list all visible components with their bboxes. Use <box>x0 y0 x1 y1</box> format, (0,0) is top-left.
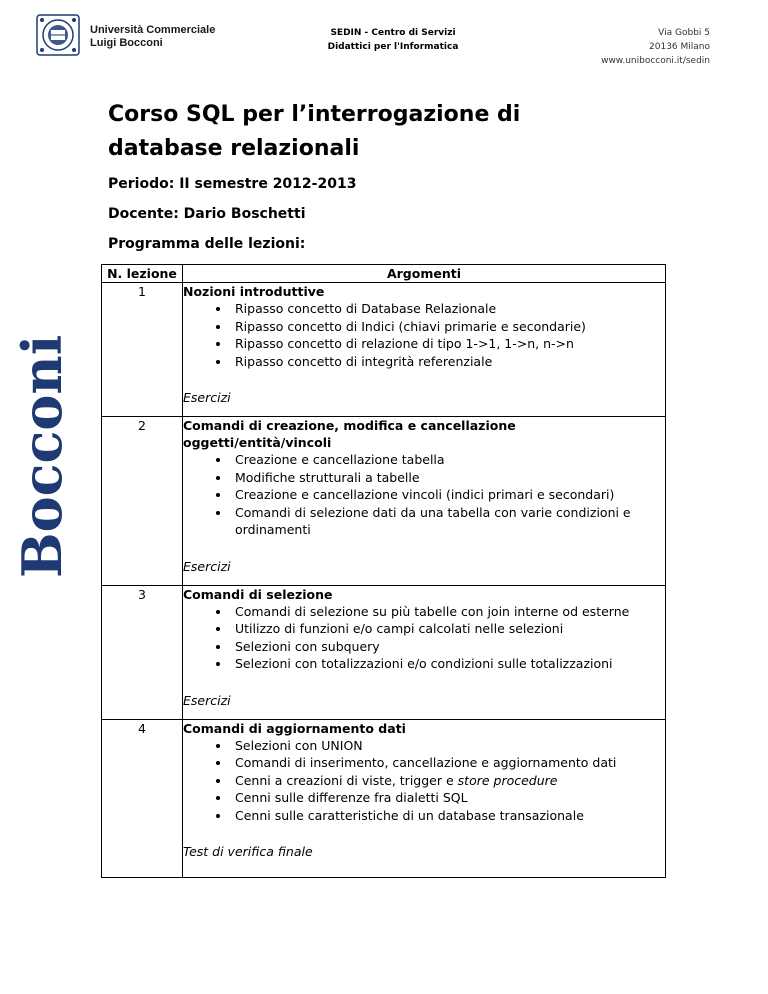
list-item: • Comandi di selezione dati da una tabella con varie condizioni e ordinamenti <box>231 504 665 539</box>
topic-list <box>183 451 665 539</box>
lesson-number-cell <box>102 585 183 719</box>
list-item: • Modifiche strutturali a tabelle <box>231 469 665 487</box>
list-item: • Cenni sulle differenze fra dialetti SQL <box>231 789 665 807</box>
vertical-brand-logo: Bocconi <box>10 334 74 578</box>
table-row <box>102 283 666 417</box>
table-row <box>102 417 666 586</box>
list-item: • Comandi di selezione su più tabelle con join interne od esterne <box>231 603 665 621</box>
period-line: Periodo: II semestre 2012-2013 <box>108 176 357 192</box>
table-header-row <box>102 265 666 283</box>
column-header-lesson: N. lezione <box>102 265 183 283</box>
list-item-text: Cenni a creazioni di viste, trigger e <box>235 772 454 788</box>
lesson-number-cell <box>102 417 183 586</box>
center-line-1: SEDIN - Centro di Servizi <box>330 28 456 38</box>
column-header-topics: Argomenti <box>183 265 666 283</box>
center-heading <box>318 26 468 54</box>
university-name <box>90 24 215 50</box>
lesson-title: Comandi di aggiornamento dati <box>183 720 406 736</box>
address-block <box>601 26 710 68</box>
table-row <box>102 585 666 719</box>
center-line-2: Didattici per l'Informatica <box>327 42 459 52</box>
list-item: • Creazione e cancellazione vincoli (indici primari e secondari) <box>231 486 665 504</box>
list-item: • Selezioni con totalizzazioni e/o condizioni sulle totalizzazioni <box>231 655 665 673</box>
bocconi-crest-icon <box>36 14 80 56</box>
list-item: • Ripasso concetto di Indici (chiavi primarie e secondarie) <box>231 318 665 336</box>
topics-cell <box>183 585 666 719</box>
lesson-footer: Esercizi <box>183 558 231 574</box>
list-item: • Creazione e cancellazione tabella <box>231 451 665 469</box>
lesson-title: Comandi di creazione, modifica e cancellazione oggetti/entità/vincoli <box>183 418 516 450</box>
list-item: • Selezioni con subquery <box>231 638 665 656</box>
topics-cell <box>183 719 666 878</box>
topic-list <box>183 737 665 825</box>
lesson-number-cell <box>102 283 183 417</box>
lesson-title: Nozioni introduttive <box>183 284 325 299</box>
topics-cell <box>183 283 666 417</box>
lesson-footer: Test di verifica finale <box>183 844 313 859</box>
program-heading: Programma delle lezioni: <box>108 236 306 252</box>
lesson-number: 1 <box>138 284 146 299</box>
lesson-footer: Esercizi <box>183 390 231 405</box>
program-table <box>101 264 666 878</box>
lesson-number: 2 <box>138 418 146 433</box>
address-line-1: Via Gobbi 5 <box>658 28 710 38</box>
list-item-italic-text: store procedure <box>457 772 558 788</box>
address-line-2: 20136 Milano <box>649 42 710 52</box>
table-row <box>102 719 666 878</box>
university-line-1: Università Commerciale <box>90 24 216 36</box>
topics-cell <box>183 417 666 586</box>
university-line-2: Luigi Bocconi <box>90 37 163 49</box>
topic-list <box>183 300 665 370</box>
list-item: • Comandi di inserimento, cancellazione e aggiornamento dati <box>231 754 665 772</box>
lesson-footer: Esercizi <box>183 692 231 708</box>
lesson-title: Comandi di selezione <box>183 586 333 602</box>
list-item: • Ripasso concetto di Database Relazionale <box>231 300 665 318</box>
list-item: • Cenni sulle caratteristiche di un database transazionale <box>231 807 665 825</box>
list-item: • Ripasso concetto di integrità referenziale <box>231 353 665 371</box>
website-link[interactable]: www.unibocconi.it/sedin <box>601 56 710 66</box>
list-item: • Selezioni con UNION <box>231 737 665 755</box>
teacher-line: Docente: Dario Boschetti <box>108 206 306 222</box>
document-title: Corso SQL per l’interrogazione di database relazionali <box>108 102 521 161</box>
list-item <box>231 772 665 790</box>
topic-list <box>183 603 665 673</box>
list-item: • Utilizzo di funzioni e/o campi calcolati nelle selezioni <box>231 620 665 638</box>
list-item: • Ripasso concetto di relazione di tipo 1->1, 1->n, n->n <box>231 335 665 353</box>
lesson-number: 4 <box>138 720 146 736</box>
lesson-number-cell <box>102 719 183 878</box>
lesson-number: 3 <box>138 586 146 602</box>
